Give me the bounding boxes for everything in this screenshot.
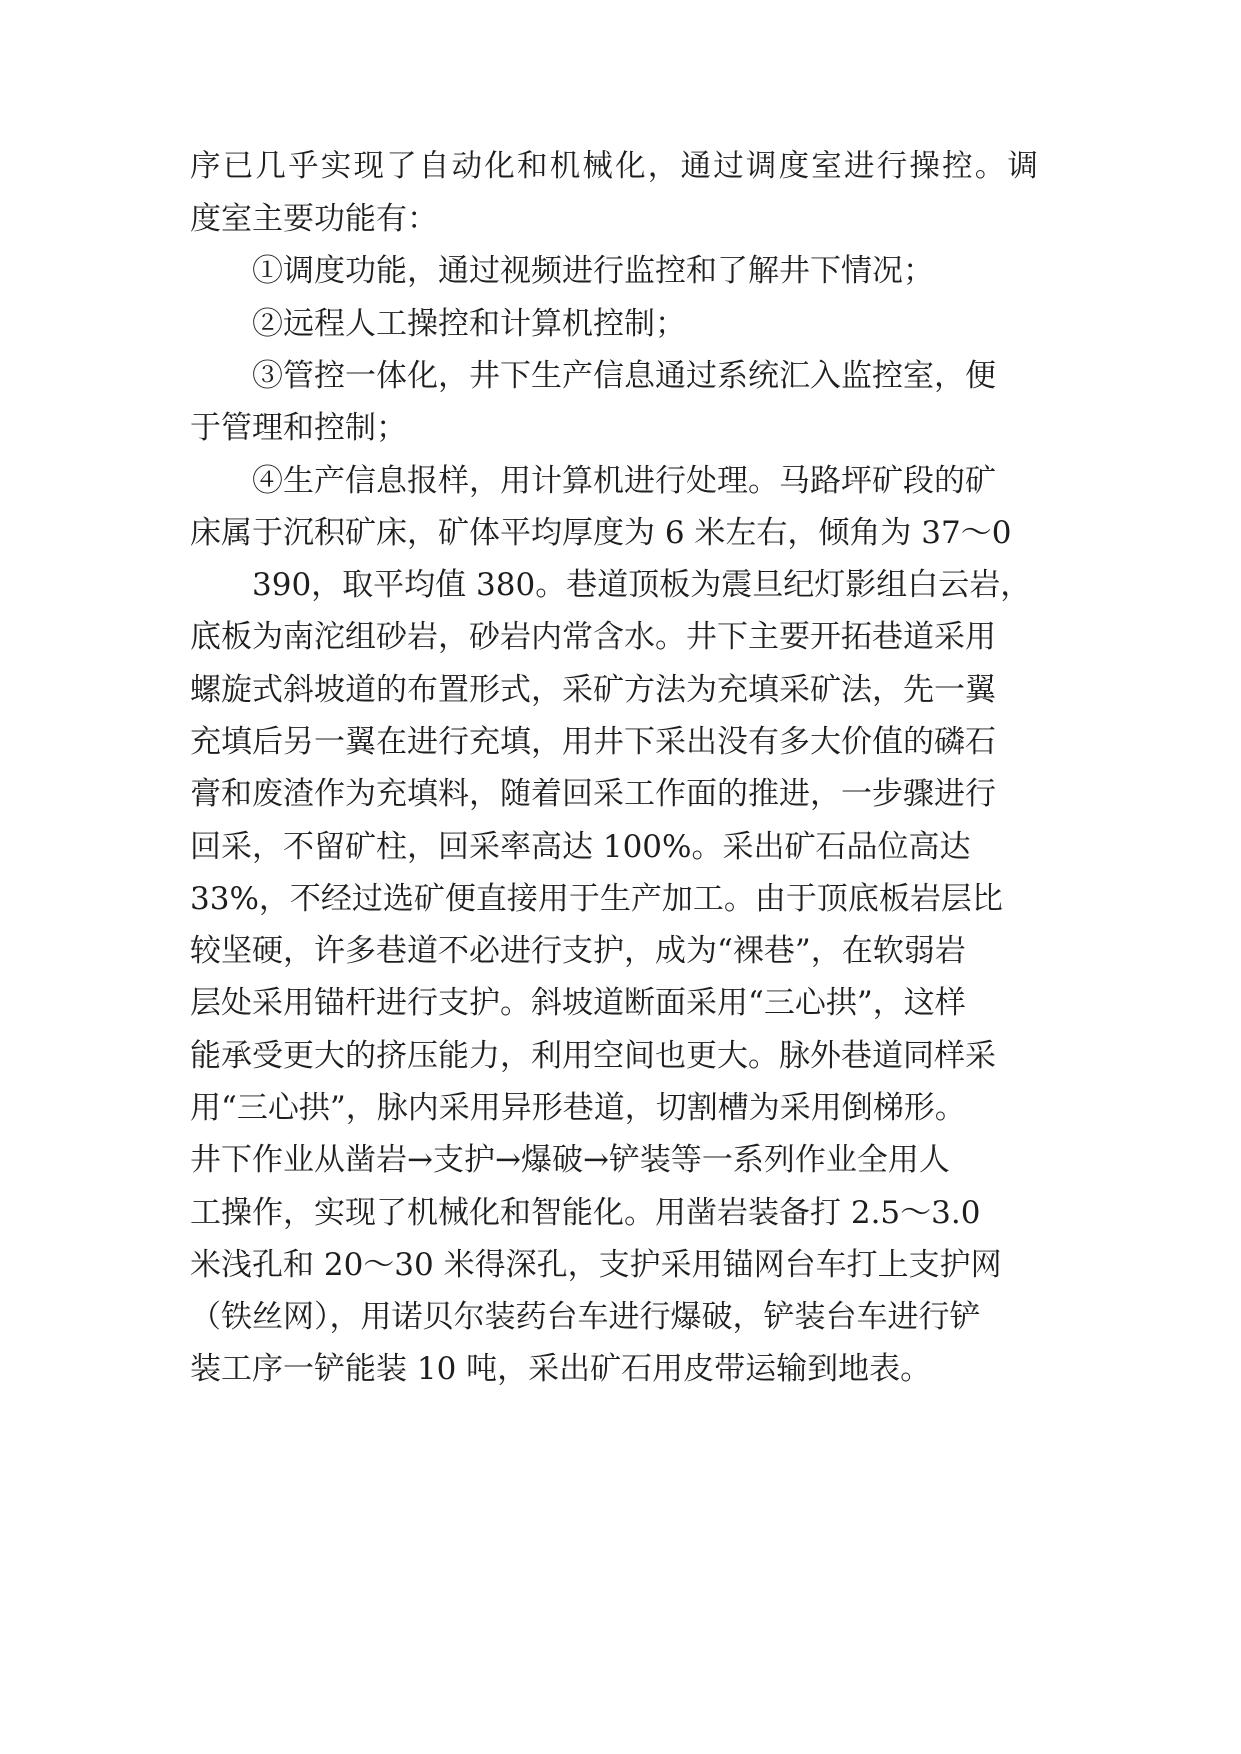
text-line: 较坚硬，许多巷道不必进行支护，成为“裸巷”，在软弱岩	[190, 933, 966, 969]
text-line: 膏和废渣作为充填料，随着回采工作面的推进，一步骤进行	[190, 776, 996, 812]
text-line: 度室主要功能有：	[190, 201, 438, 237]
text-line: 充填后另一翼在进行充填，用井下采出没有多大价值的磷石	[190, 724, 996, 760]
text-line: 序已几乎实现了自动化和机械化，通过调度室进行操控。调	[190, 149, 1041, 184]
text-line: 装工序一铲能装 10 吨，采出矿石用皮带运输到地表。	[190, 1351, 932, 1387]
text-line: 层处采用锚杆进行支护。斜坡道断面采用“三心拱”，这样	[190, 985, 966, 1021]
text-line: （铁丝网），用诺贝尔装药台车进行爆破，铲装台车进行铲	[190, 1299, 981, 1335]
text-line: 床属于沉积矿床，矿体平均厚度为 6 米左右，倾角为 37～0	[190, 515, 1012, 551]
text-line: 底板为南沱组砂岩，砂岩内常含水。井下主要开拓巷道采用	[190, 619, 996, 655]
text-line: 工操作，实现了机械化和智能化。用凿岩装备打 2.5～3.0	[190, 1195, 981, 1231]
text-line: ③管控一体化，井下生产信息通过系统汇入监控室，便	[252, 358, 996, 394]
text-line: 米浅孔和 20～30 米得深孔，支护采用锚网台车打上支护网	[190, 1247, 1002, 1283]
text-line: ①调度功能，通过视频进行监控和了解井下情况；	[252, 253, 934, 289]
text-line: 井下作业从凿岩→支护→爆破→铲装等一系列作业全用人	[190, 1142, 950, 1178]
text-line: 回采，不留矿柱，回采率高达 100%。采出矿石品位高达	[190, 829, 971, 865]
text-line: 用“三心拱”，脉内采用异形巷道，切割槽为采用倒梯形。	[190, 1090, 966, 1126]
text-line: 33%，不经过选矿便直接用于生产加工。由于顶底板岩层比	[190, 881, 1003, 917]
text-line: ④生产信息报样，用计算机进行处理。马路坪矿段的矿	[252, 463, 996, 499]
text-line: 390，取平均值 380。巷道顶板为震旦纪灯影组白云岩，	[252, 567, 1032, 603]
text-line: 于管理和控制；	[190, 410, 407, 446]
text-line: 能承受更大的挤压能力，利用空间也更大。脉外巷道同样采	[190, 1038, 996, 1074]
text-line: ②远程人工操控和计算机控制；	[252, 306, 686, 342]
text-line: 螺旋式斜坡道的布置形式，采矿方法为充填采矿法，先一翼	[190, 672, 996, 708]
